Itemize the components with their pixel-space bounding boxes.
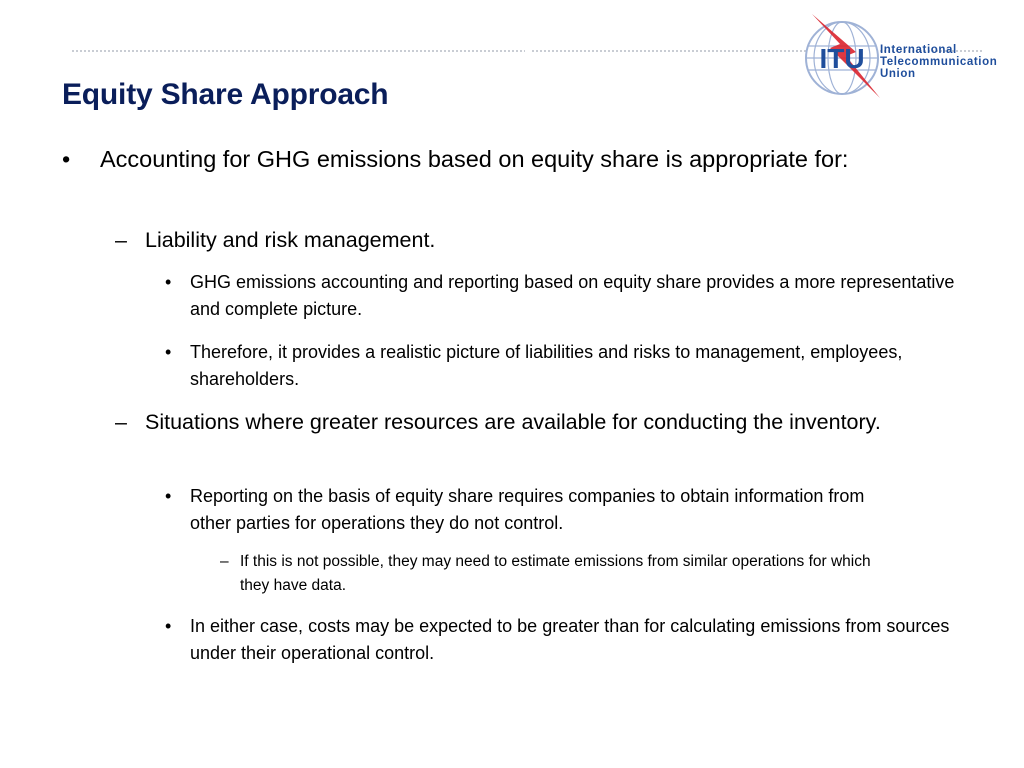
logo-line-3: Union xyxy=(880,68,916,80)
dash-marker: – xyxy=(115,410,127,434)
sub-bullet-text: Liability and risk management. xyxy=(145,228,436,252)
sub-sub-bullet-text: Reporting on the basis of equity share requires companies to obtain information from other parties for operations they do not control. xyxy=(190,486,865,533)
slide-title: Equity Share Approach xyxy=(62,78,389,111)
level4-bullet-text: If this is not possible, they may need to estimate emissions from similar operations for which they have data. xyxy=(240,553,871,594)
dash-marker: – xyxy=(220,553,229,570)
dash-marker: – xyxy=(115,228,127,252)
bullet-marker: • xyxy=(62,146,71,172)
bullet-marker: • xyxy=(165,616,172,636)
sub-bullet-text: Situations where greater resources are available for conducting the inventory. xyxy=(145,410,881,434)
sub-sub-bullet-text: In either case, costs may be expected to be greater than for calculating emissions from sources under their operational control. xyxy=(190,616,950,663)
logo-line-2: Telecommunication xyxy=(880,56,998,68)
bullet-marker: • xyxy=(165,342,172,362)
itu-logo-mark: ITU xyxy=(819,43,865,74)
bullet-marker: • xyxy=(165,272,172,292)
bullet-marker: • xyxy=(165,486,172,506)
sub-sub-bullet-text: Therefore, it provides a realistic picture of liabilities and risks to management, employees, shareholders. xyxy=(190,342,903,389)
logo-line-1: International xyxy=(880,44,957,56)
bullet-text: Accounting for GHG emissions based on equity share is appropriate for: xyxy=(100,146,849,172)
sub-sub-bullet-text: GHG emissions accounting and reporting based on equity share provides a more representative and complete picture. xyxy=(190,272,955,319)
